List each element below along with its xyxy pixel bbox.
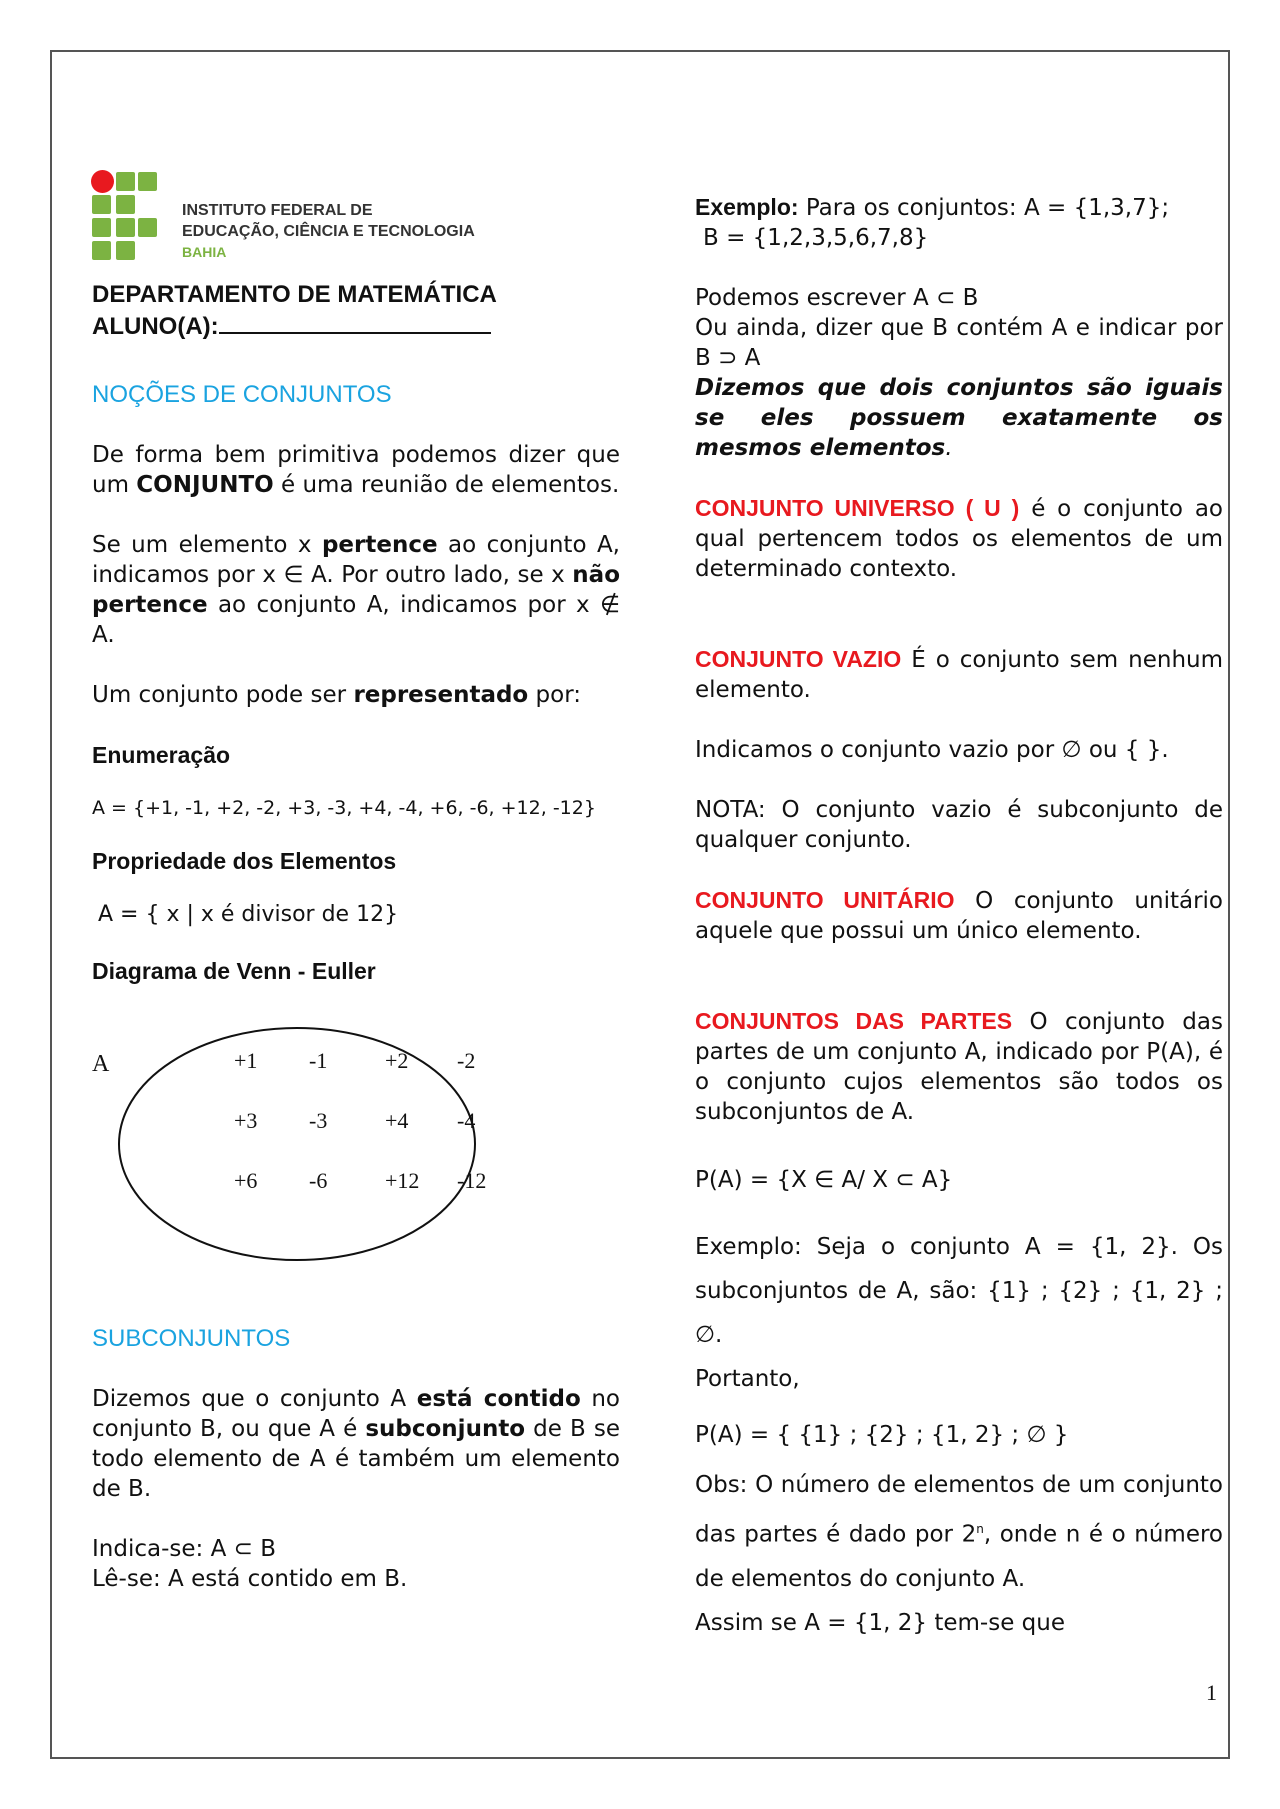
venn-element: +3 <box>234 1108 258 1133</box>
power-set-definition: P(A) = {X ∈ A/ X ⊂ A} <box>695 1167 953 1193</box>
obs-paragraph: Obs: O número de elementos de um conjunto das partes é dado por 2$^n$, onde n é o número de elementos do conjunto A. <box>695 1472 1223 1592</box>
student-field: ALUNO(A): <box>92 310 620 342</box>
representation-paragraph: Um conjunto pode ser representado por: <box>92 682 582 708</box>
venn-diagram <box>92 1026 620 1276</box>
example-line: Exemplo: Para os conjuntos: A = {1,3,7}; <box>695 194 1170 221</box>
logo-red-dot-icon <box>91 170 114 193</box>
example-line-b: B = {1,2,3,5,6,7,8} <box>703 225 929 251</box>
note-paragraph: NOTA: O conjunto vazio é subconjunto de qualquer conjunto. <box>695 797 1223 853</box>
subset-paragraph: Dizemos que o conjunto A está contido no conjunto B, ou que A é subconjunto de B se todo elemento de A é também um elemento de B. <box>92 1386 620 1502</box>
venn-element: +12 <box>385 1168 420 1193</box>
student-name-line[interactable] <box>219 310 491 334</box>
power-set-value: P(A) = { {1} ; {2} ; {1, 2} ; ∅ } <box>695 1422 1069 1448</box>
equal-sets-paragraph: Dizemos que dois conjuntos são iguais se eles possuem exatamente os mesmos elementos. <box>695 375 1223 461</box>
section-title-subconjuntos: SUBCONJUNTOS <box>92 1325 291 1352</box>
enumeration-value: A = {+1, -1, +2, -2, +3, -3, +4, -4, +6, -6, +12, -12} <box>92 797 596 819</box>
logo-text: INSTITUTO FEDERAL DE EDUCAÇÃO, CIÊNCIA E TECNOLOGIA BAHIA <box>182 202 475 260</box>
department-title: DEPARTAMENTO DE MATEMÁTICA <box>92 281 497 308</box>
pertence-paragraph: Se um elemento x pertence ao conjunto A, indicamos por x ∈ A. Por outro lado, se x não pertence ao conjunto A, indicamos por x ∉ A. <box>92 532 620 648</box>
venn-element: +2 <box>385 1048 409 1073</box>
venn-title: Diagrama de Venn - Euller <box>92 958 376 984</box>
venn-element: -4 <box>457 1108 476 1133</box>
left-column <box>92 172 620 1594</box>
unitary-paragraph: CONJUNTO UNITÁRIO O conjunto unitário aquele que possui um único elemento. <box>695 887 1223 944</box>
power-set-paragraph: CONJUNTOS DAS PARTES O conjunto das partes de um conjunto A, indicado por P(A), é o conjunto cujos elementos são todos os subconjuntos de A. <box>695 1008 1223 1125</box>
empty-set-paragraph: CONJUNTO VAZIO É o conjunto sem nenhum elemento. <box>695 646 1223 703</box>
venn-element: +1 <box>234 1048 258 1073</box>
assim-line: Assim se A = {1, 2} tem-se que <box>695 1609 1065 1636</box>
lese-line: Lê-se: A está contido em B. <box>92 1566 408 1592</box>
venn-set-label: A <box>92 1051 110 1077</box>
empty-set-notation: Indicamos o conjunto vazio por ∅ ou { }. <box>695 737 1169 763</box>
venn-element: -6 <box>309 1168 328 1193</box>
power-set-example: Exemplo: Seja o conjunto A = {1, 2}. Os subconjuntos de A, são: {1} ; {2} ; {1, 2} ; ∅. <box>695 1234 1223 1348</box>
property-value: A = { x | x é divisor de 12} <box>98 902 399 927</box>
venn-element: -12 <box>457 1168 487 1193</box>
right-column <box>695 192 1223 1645</box>
venn-element: -1 <box>309 1048 328 1073</box>
intro-paragraph: De forma bem primitiva podemos dizer que um CONJUNTO é uma reunião de elementos. <box>92 442 620 498</box>
venn-element: -2 <box>457 1048 476 1073</box>
property-title: Propriedade dos Elementos <box>92 848 397 874</box>
venn-element: -3 <box>309 1108 328 1133</box>
section-title-nocoes: NOÇÕES DE CONJUNTOS <box>92 381 392 408</box>
page-number: 1 <box>1206 1680 1217 1705</box>
contains-notation: Ou ainda, dizer que B contém A e indicar por B ⊃ A <box>695 315 1223 371</box>
venn-ellipse <box>117 1026 477 1266</box>
institute-logo <box>92 172 620 264</box>
enumeration-title: Enumeração <box>92 742 231 768</box>
subset-notation: Podemos escrever A ⊂ B <box>695 285 979 311</box>
indica-line: Indica-se: A ⊂ B <box>92 1536 276 1562</box>
venn-element: +4 <box>385 1108 409 1133</box>
venn-element: +6 <box>234 1168 258 1193</box>
universe-paragraph: CONJUNTO UNIVERSO ( U ) é o conjunto ao qual pertencem todos os elementos de um determinado contexto. <box>695 495 1223 582</box>
portanto-line: Portanto, <box>695 1366 800 1392</box>
